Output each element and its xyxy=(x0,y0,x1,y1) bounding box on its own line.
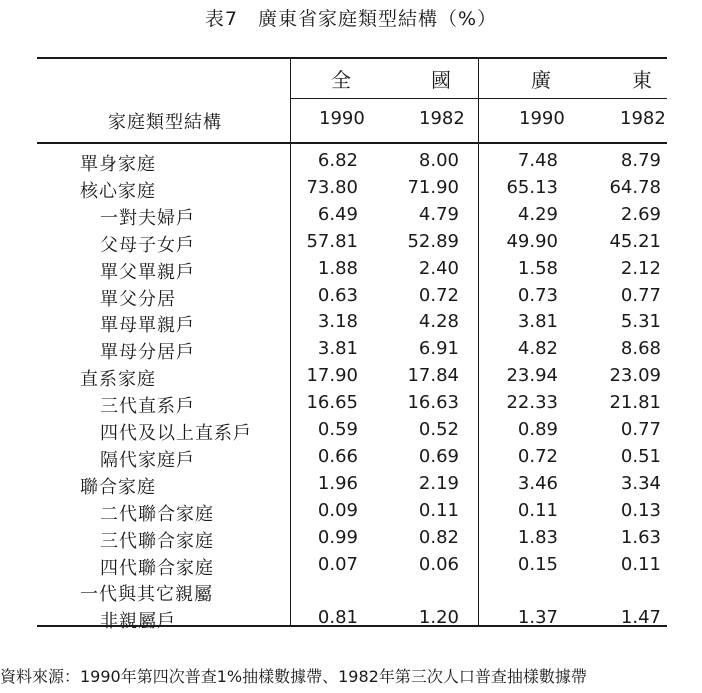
group-header-national-char-1: 全 xyxy=(331,68,351,92)
table-row xyxy=(0,446,702,470)
row-value-cell: 8.68 xyxy=(620,338,661,360)
row-value-cell: 0.66 xyxy=(317,445,358,467)
row-value-cell: 71.90 xyxy=(407,176,459,198)
row-value-cell: 7.48 xyxy=(517,150,558,171)
row-value-cell: 8.00 xyxy=(418,150,459,171)
row-label: 直系家庭 xyxy=(80,369,156,391)
row-value-cell: 1.47 xyxy=(620,607,661,629)
row-value-cell: 16.65 xyxy=(306,392,358,414)
table-row xyxy=(0,580,702,604)
table-row xyxy=(0,473,702,497)
row-value-cell: 17.90 xyxy=(306,365,358,387)
row-value-cell: 0.72 xyxy=(418,284,459,306)
row-value-cell: 0.06 xyxy=(418,553,459,575)
row-value-cell: 0.82 xyxy=(418,526,459,548)
row-value-cell: 64.78 xyxy=(609,176,661,198)
year-header-national-1982: 1982 xyxy=(419,108,465,129)
table-row xyxy=(0,365,702,389)
top-rule xyxy=(37,57,667,59)
row-label: 非親屬戶 xyxy=(100,611,176,633)
row-label: 四代聯合家庭 xyxy=(100,557,214,579)
row-label: 三代聯合家庭 xyxy=(100,530,214,552)
row-value-cell: 3.46 xyxy=(517,472,558,494)
row-label: 一對夫婦戶 xyxy=(100,207,195,229)
table-row xyxy=(0,285,702,309)
row-label: 三代直系戶 xyxy=(100,396,195,418)
table-row xyxy=(0,258,702,282)
table-title: 表7 廣東省家庭類型結構（%） xyxy=(204,8,498,30)
table-row xyxy=(0,204,702,228)
row-value-cell: 2.40 xyxy=(418,257,459,279)
header-bottom-rule xyxy=(37,142,667,144)
row-value-cell: 5.31 xyxy=(620,311,661,333)
row-value-cell: 23.09 xyxy=(609,365,661,387)
table-row xyxy=(0,177,702,201)
row-value-cell: 22.33 xyxy=(506,392,558,414)
table-row xyxy=(0,527,702,551)
row-value-cell: 0.72 xyxy=(517,445,558,467)
row-value-cell: 0.63 xyxy=(317,284,358,306)
row-value-cell: 2.19 xyxy=(418,472,459,494)
group-header-guangdong-char-1: 廣 xyxy=(531,68,551,92)
row-value-cell: 1.88 xyxy=(317,257,358,279)
row-value-cell: 0.89 xyxy=(517,419,558,440)
row-label: 核心家庭 xyxy=(80,180,156,202)
row-value-cell: 0.77 xyxy=(620,284,661,306)
row-label: 父母子女戶 xyxy=(100,234,195,256)
row-value-cell: 6.82 xyxy=(317,150,358,171)
table-row xyxy=(0,500,702,524)
row-value-cell: 23.94 xyxy=(506,365,558,387)
source-note: 資料來源：1990年第四次普查1%抽樣數據帶、1982年第三次人口普查抽樣數據帶 xyxy=(0,667,587,686)
row-value-cell: 1.58 xyxy=(517,257,558,279)
row-value-cell: 0.77 xyxy=(620,419,661,440)
row-value-cell: 1.63 xyxy=(620,526,661,548)
table-row xyxy=(0,231,702,255)
row-value-cell: 45.21 xyxy=(609,230,661,252)
row-value-cell: 73.80 xyxy=(306,176,358,198)
table-row xyxy=(0,311,702,335)
row-value-cell: 57.81 xyxy=(306,230,358,252)
row-value-cell: 1.83 xyxy=(517,526,558,548)
table-row xyxy=(0,338,702,362)
row-label: 單父單親戶 xyxy=(100,261,195,283)
row-label: 單身家庭 xyxy=(80,154,156,175)
row-value-cell: 0.11 xyxy=(418,499,459,521)
row-value-cell: 2.12 xyxy=(620,257,661,279)
row-value-cell: 0.07 xyxy=(317,553,358,575)
row-value-cell: 65.13 xyxy=(506,176,558,198)
row-value-cell: 3.34 xyxy=(620,472,661,494)
row-value-cell: 0.11 xyxy=(517,499,558,521)
row-label: 二代聯合家庭 xyxy=(100,503,214,525)
row-label: 隔代家庭戶 xyxy=(100,449,195,471)
row-value-cell: 0.09 xyxy=(317,499,358,521)
row-value-cell: 49.90 xyxy=(506,230,558,252)
row-value-cell: 4.28 xyxy=(418,311,459,333)
row-value-cell: 3.81 xyxy=(517,311,558,333)
row-value-cell: 2.69 xyxy=(620,203,661,225)
row-value-cell: 1.96 xyxy=(317,472,358,494)
row-value-cell: 4.29 xyxy=(517,203,558,225)
group-header-guangdong-char-2: 東 xyxy=(632,68,652,92)
row-value-cell: 52.89 xyxy=(407,230,459,252)
row-value-cell: 17.84 xyxy=(407,365,459,387)
row-value-cell: 0.11 xyxy=(620,553,661,575)
row-value-cell: 0.69 xyxy=(418,445,459,467)
row-value-cell: 6.91 xyxy=(418,338,459,360)
year-header-guangdong-1982: 1982 xyxy=(620,108,666,129)
table-row xyxy=(0,419,702,443)
row-value-cell: 3.18 xyxy=(317,311,358,333)
row-value-cell: 3.81 xyxy=(317,338,358,360)
row-value-cell: 1.20 xyxy=(418,607,459,629)
row-value-cell: 0.52 xyxy=(418,419,459,440)
row-value-cell: 8.79 xyxy=(620,150,661,171)
row-value-cell: 0.99 xyxy=(317,526,358,548)
table-row xyxy=(0,554,702,578)
row-value-cell: 16.63 xyxy=(407,392,459,414)
table-row xyxy=(0,607,702,631)
row-label-header: 家庭類型結構 xyxy=(108,112,222,133)
row-label: 單母分居戶 xyxy=(100,342,195,364)
row-value-cell: 0.73 xyxy=(517,284,558,306)
row-value-cell: 4.82 xyxy=(517,338,558,360)
row-value-cell: 0.81 xyxy=(317,607,358,629)
row-label: 單父分居 xyxy=(100,288,176,310)
row-value-cell: 0.15 xyxy=(517,553,558,575)
table-row xyxy=(0,392,702,416)
row-value-cell: 1.37 xyxy=(517,607,558,629)
row-value-cell: 4.79 xyxy=(418,203,459,225)
group-header-national-char-2: 國 xyxy=(431,68,451,92)
table-row xyxy=(0,150,702,174)
year-header-national-1990: 1990 xyxy=(319,108,365,129)
row-label: 單母單親戶 xyxy=(100,315,195,337)
row-label: 一代與其它親屬 xyxy=(80,584,213,606)
row-value-cell: 0.13 xyxy=(620,499,661,521)
row-label: 聯合家庭 xyxy=(80,476,156,498)
row-value-cell: 0.59 xyxy=(317,419,358,440)
row-value-cell: 0.51 xyxy=(620,445,661,467)
row-label: 四代及以上直系戶 xyxy=(100,423,252,444)
year-header-guangdong-1990: 1990 xyxy=(519,108,565,129)
row-value-cell: 21.81 xyxy=(609,392,661,414)
row-value-cell: 6.49 xyxy=(317,203,358,225)
